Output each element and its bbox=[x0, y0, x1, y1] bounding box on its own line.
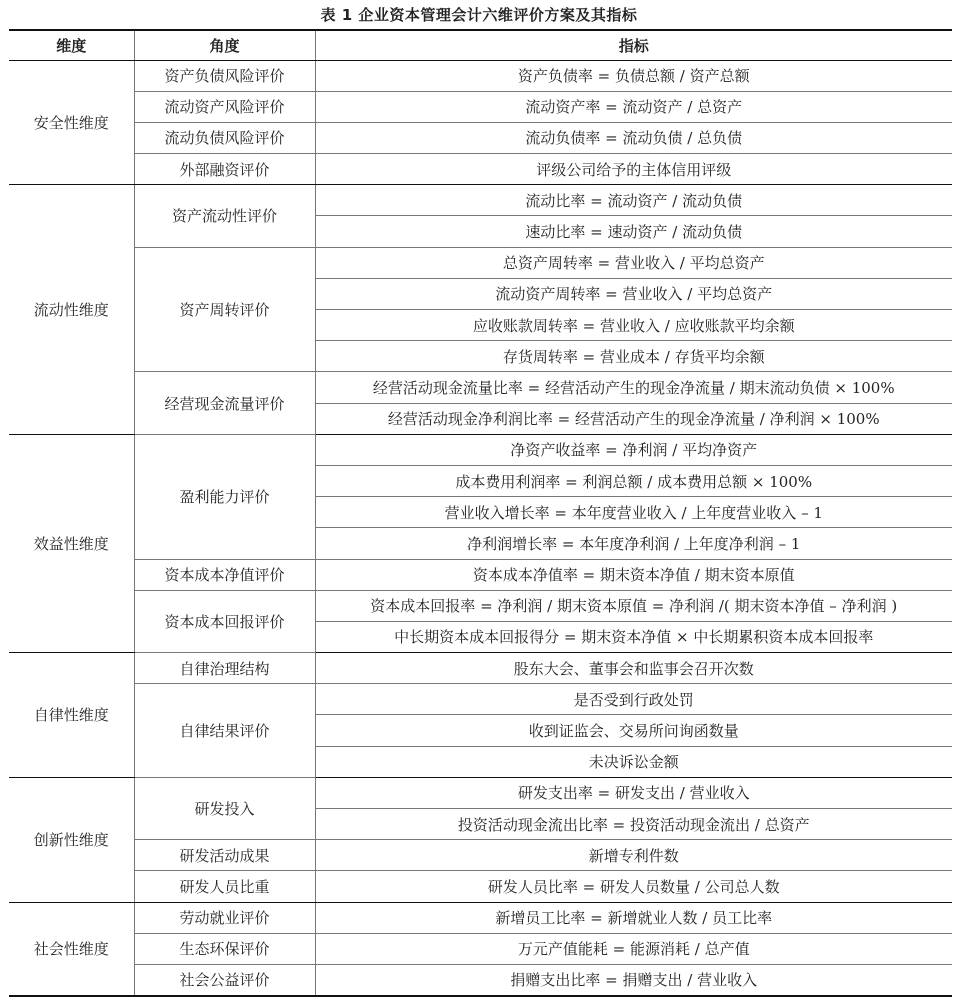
table-header-row bbox=[9, 30, 952, 60]
angle-cell: 外部融资评价 bbox=[134, 154, 315, 185]
angle-cell: 研发投入 bbox=[134, 777, 315, 839]
table-row bbox=[9, 777, 952, 808]
dimension-cell: 自律性维度 bbox=[9, 653, 134, 778]
indicator-cell: 投资活动现金流出比率 = 投资活动现金流出 / 总资产 bbox=[315, 809, 952, 840]
table-row bbox=[9, 185, 952, 216]
indicator-cell: 流动资产周转率 = 营业收入 / 平均总资产 bbox=[315, 278, 952, 309]
indicator-cell: 营业收入增长率 = 本年度营业收入 / 上年度营业收入 – 1 bbox=[315, 497, 952, 528]
indicator-cell: 评级公司给予的主体信用评级 bbox=[315, 154, 952, 185]
angle-cell: 盈利能力评价 bbox=[134, 434, 315, 559]
table-row bbox=[9, 871, 952, 902]
indicator-cell: 存货周转率 = 营业成本 / 存货平均余额 bbox=[315, 341, 952, 372]
angle-cell: 资本成本净值评价 bbox=[134, 559, 315, 590]
table-row bbox=[9, 91, 952, 122]
angle-cell: 资产流动性评价 bbox=[134, 185, 315, 247]
angle-cell: 劳动就业评价 bbox=[134, 902, 315, 933]
indicator-cell: 捐赠支出比率 = 捐赠支出 / 营业收入 bbox=[315, 964, 952, 995]
table-row bbox=[9, 684, 952, 715]
dimension-cell: 流动性维度 bbox=[9, 185, 134, 435]
evaluation-table bbox=[9, 29, 952, 997]
angle-cell: 社会公益评价 bbox=[134, 964, 315, 995]
indicator-cell: 研发支出率 = 研发支出 / 营业收入 bbox=[315, 777, 952, 808]
table-row bbox=[9, 122, 952, 153]
indicator-cell: 资本成本回报率 = 净利润 / 期末资本原值 = 净利润 /( 期末资本净值 – 净利润 ) bbox=[315, 590, 952, 621]
table-row bbox=[9, 964, 952, 995]
indicator-cell: 收到证监会、交易所问询函数量 bbox=[315, 715, 952, 746]
angle-cell: 资本成本回报评价 bbox=[134, 590, 315, 652]
table-row bbox=[9, 154, 952, 185]
table-row bbox=[9, 247, 952, 278]
indicator-cell: 速动比率 = 速动资产 / 流动负债 bbox=[315, 216, 952, 247]
dimension-cell: 安全性维度 bbox=[9, 60, 134, 185]
indicator-cell: 万元产值能耗 = 能源消耗 / 总产值 bbox=[315, 933, 952, 964]
table-row bbox=[9, 372, 952, 403]
indicator-cell: 净利润增长率 = 本年度净利润 / 上年度净利润 – 1 bbox=[315, 528, 952, 559]
dimension-cell: 社会性维度 bbox=[9, 902, 134, 996]
table-row bbox=[9, 434, 952, 465]
table-row bbox=[9, 933, 952, 964]
header-indicator: 指标 bbox=[315, 30, 952, 60]
indicator-cell: 资本成本净值率 = 期末资本净值 / 期末资本原值 bbox=[315, 559, 952, 590]
indicator-cell: 中长期资本成本回报得分 = 期末资本净值 × 中长期累积资本成本回报率 bbox=[315, 621, 952, 652]
indicator-cell: 流动比率 = 流动资产 / 流动负债 bbox=[315, 185, 952, 216]
table-row bbox=[9, 559, 952, 590]
indicator-cell: 流动资产率 = 流动资产 / 总资产 bbox=[315, 91, 952, 122]
indicator-cell: 资产负债率 = 负债总额 / 资产总额 bbox=[315, 60, 952, 91]
table-caption: 表 1 企业资本管理会计六维评价方案及其指标 bbox=[320, 6, 638, 24]
table-row bbox=[9, 590, 952, 621]
indicator-cell: 总资产周转率 = 营业收入 / 平均总资产 bbox=[315, 247, 952, 278]
table-row bbox=[9, 840, 952, 871]
dimension-cell: 创新性维度 bbox=[9, 777, 134, 902]
indicator-cell: 经营活动现金净利润比率 = 经营活动产生的现金净流量 / 净利润 × 100% bbox=[315, 403, 952, 434]
indicator-cell: 新增员工比率 = 新增就业人数 / 员工比率 bbox=[315, 902, 952, 933]
angle-cell: 自律结果评价 bbox=[134, 684, 315, 778]
table-body bbox=[9, 60, 952, 996]
indicator-cell: 新增专利件数 bbox=[315, 840, 952, 871]
dimension-cell: 效益性维度 bbox=[9, 434, 134, 652]
indicator-cell: 应收账款周转率 = 营业收入 / 应收账款平均余额 bbox=[315, 310, 952, 341]
angle-cell: 研发人员比重 bbox=[134, 871, 315, 902]
indicator-cell: 是否受到行政处罚 bbox=[315, 684, 952, 715]
indicator-cell: 流动负债率 = 流动负债 / 总负债 bbox=[315, 122, 952, 153]
indicator-cell: 成本费用利润率 = 利润总额 / 成本费用总额 × 100% bbox=[315, 465, 952, 496]
indicator-cell: 未决诉讼金额 bbox=[315, 746, 952, 777]
table-row bbox=[9, 60, 952, 91]
table-row bbox=[9, 902, 952, 933]
indicator-cell: 经营活动现金流量比率 = 经营活动产生的现金净流量 / 期末流动负债 × 100% bbox=[315, 372, 952, 403]
angle-cell: 资产周转评价 bbox=[134, 247, 315, 372]
angle-cell: 资产负债风险评价 bbox=[134, 60, 315, 91]
angle-cell: 研发活动成果 bbox=[134, 840, 315, 871]
header-angle: 角度 bbox=[134, 30, 315, 60]
angle-cell: 经营现金流量评价 bbox=[134, 372, 315, 434]
indicator-cell: 研发人员比率 = 研发人员数量 / 公司总人数 bbox=[315, 871, 952, 902]
angle-cell: 生态环保评价 bbox=[134, 933, 315, 964]
header-dimension: 维度 bbox=[9, 30, 134, 60]
table-row bbox=[9, 653, 952, 684]
angle-cell: 流动负债风险评价 bbox=[134, 122, 315, 153]
indicator-cell: 净资产收益率 = 净利润 / 平均净资产 bbox=[315, 434, 952, 465]
angle-cell: 自律治理结构 bbox=[134, 653, 315, 684]
angle-cell: 流动资产风险评价 bbox=[134, 91, 315, 122]
indicator-cell: 股东大会、董事会和监事会召开次数 bbox=[315, 653, 952, 684]
